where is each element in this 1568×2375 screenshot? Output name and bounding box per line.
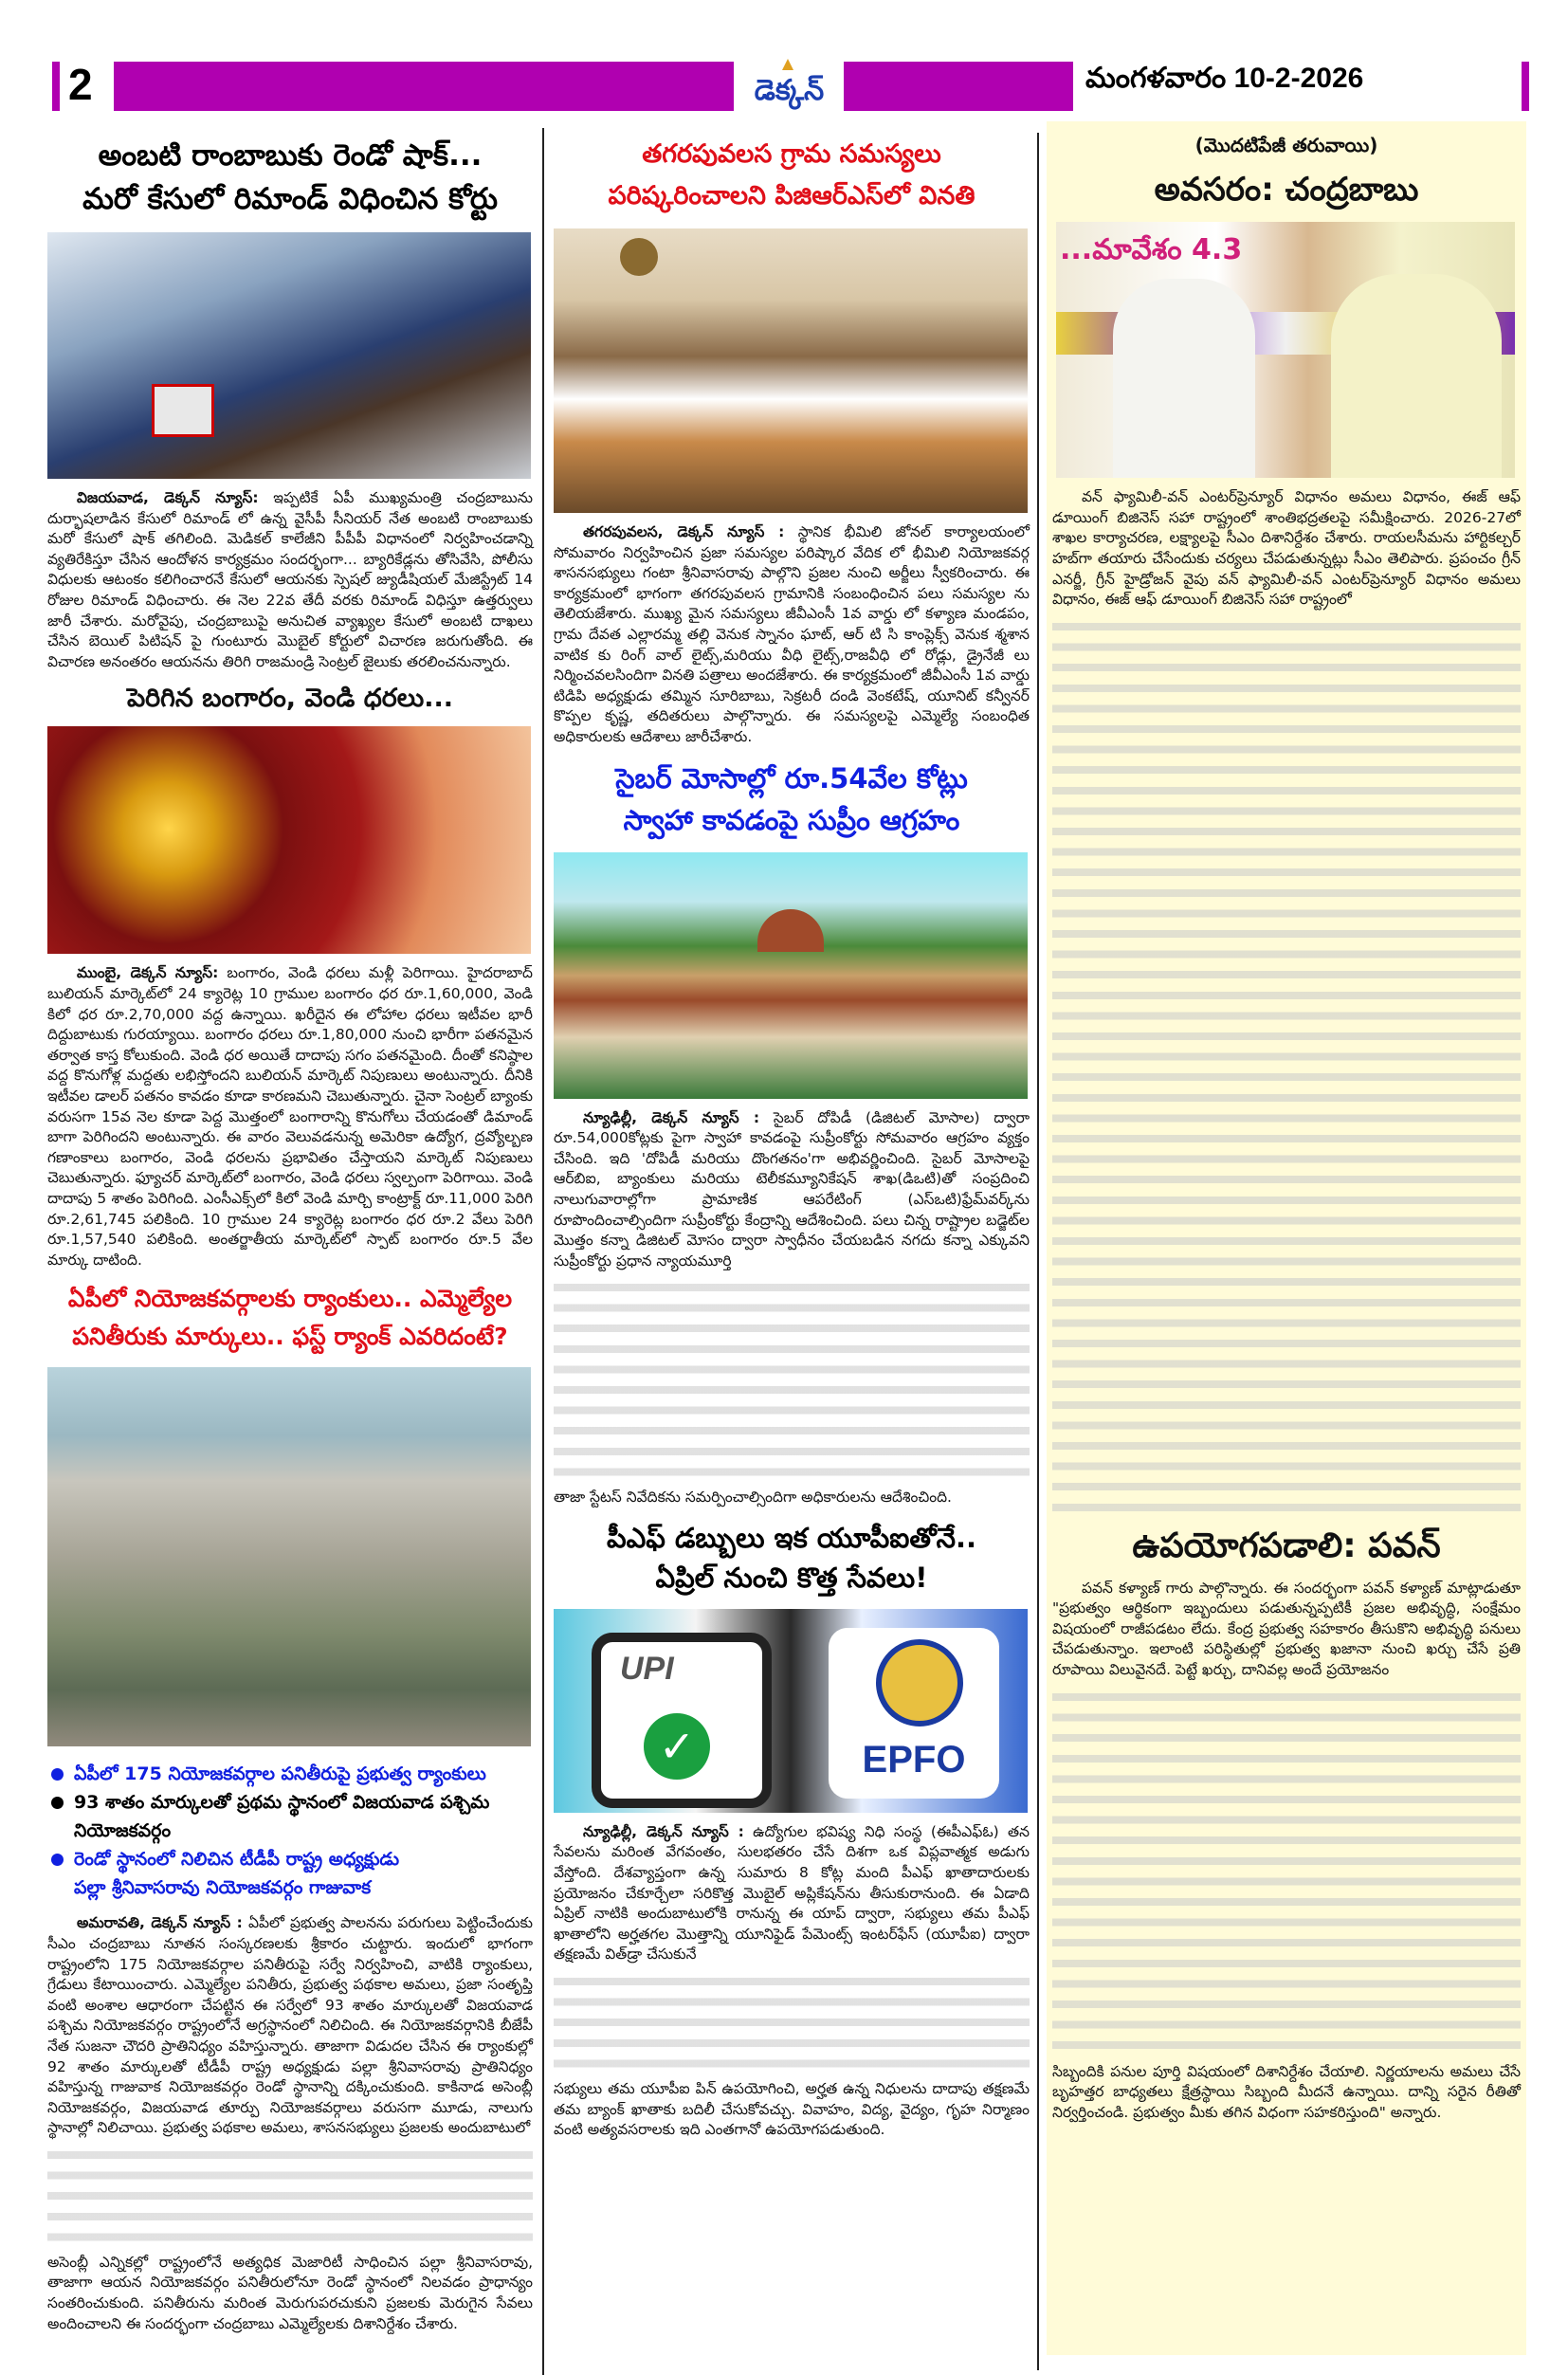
article-body: ఇప్పటికే ఏపీ ముఖ్యమంత్రి చంద్రబాబును దుర్భాషలాడిన కేసులో రిమాండ్ లో ఉన్న వైసీపీ సీనియర్ నేత అంబటి రాంబాబుకు మరో కేసులో షాక్ తగిలింది. మెడికల్ కాలేజీని పీపీపీ విధానంలో నిర్వహించడాన్ని వ్యతిరేకిస్తూ చేసిన ఆందోళన కార్యక్రమం సందర్భంగా... బ్యారికేడ్లను తోసివేసి, పోలీసు విధులకు ఆటంకం కలిగించారనే కేసులో ఆయనకు స్పెషల్ జ్యుడీషియల్ మేజిస్ట్రేట్ 14 రోజుల రిమాండ్ విధించారు. ఈ నెల 22వ తేదీ వరకు రిమాండ్ విధిస్తూ ఉత్తర్వులు జారీ చేశారు. మరోవైపు, చంద్రబాబుపై అనుచిత వ్యాఖ్యల కేసులో అంబటి దాఖలు చేసిన బెయిల్ పిటిషన్ పై గుంటూరు మొబైల్ కోర్టులో విచారణ జరుగుతోంది. ఈ విచారణ అనంతరం ఆయనను తిరిగి రాజమండ్రి సెంట్రల్ జైలుకు తరలించనున్నారు. bbox=[47, 489, 533, 670]
upi-logo-text: UPI bbox=[620, 1650, 674, 1687]
highlight-item bbox=[47, 1845, 533, 1873]
headline-cyber-fraud bbox=[554, 758, 1030, 841]
highlights-list bbox=[47, 1760, 533, 1902]
article-pf-upi bbox=[554, 1822, 1030, 1965]
column-divider bbox=[542, 128, 544, 2375]
epfo-logo-text: EPFO bbox=[862, 1738, 966, 1781]
photo-supreme-court bbox=[554, 852, 1028, 1099]
article-pawan bbox=[1052, 1579, 1521, 1681]
headline-line: ఏప్రిల్ నుంచి కొత్త సేవలు! bbox=[655, 1561, 928, 1594]
dateline: తగరపువలస, డెక్కన్ న్యూస్ : bbox=[583, 523, 785, 540]
masthead-edge-right bbox=[1522, 62, 1529, 111]
dateline: న్యూఢిల్లీ, డెక్కన్ న్యూస్ : bbox=[583, 1108, 760, 1126]
article-body: అసెంబ్లీ ఎన్నికల్లో రాష్ట్రంలోనే అత్యధిక మెజారిటీ సాధించిన పల్లా శ్రీనివాసరావు, తాజాగా ఆయన నియోజకవర్గం పనితీరులోనూ రెండో స్థానంలో నిలవడం ప్రాధాన్యం సంతరించుకుంది. పనితీరును మరింత మెరుగుపరచుకుని ప్రజలకు మెరుగైన సేవలు అందించాలని ఈ సందర్భంగా చంద్రబాబు ఎమ్మెల్యేలకు దిశానిర్దేశం చేశారు. bbox=[47, 2253, 533, 2332]
article-body: బంగారం, వెండి ధరలు మళ్లీ పెరిగాయి. హైదరాబాద్ బులియన్ మార్కెట్‌లో 24 క్యారెట్ల 10 గ్రాముల బంగారం ధర రూ.1,60,000, వెండి కిలో ధర రూ.2,70,000 వద్ద ఉన్నాయి. ఖరీదైన ఈ లోహాల ధరలు ఇటీవల భారీ దిద్దుబాటుకు గురయ్యాయి. బంగారం ధరలు రూ.1,80,000 నుంచి భారీగా పతనమైన తర్వాత కాస్త కోలుకుంది. వెండి ధర అయితే దాదాపు సగం పతనమైంది. దీంతో కనిష్ఠాల వద్ద కొనుగోళ్ల మద్దతు లభిస్తోందని బులియన్ మార్కెట్ నిపుణులు అంటున్నారు. దీనికి ఇటీవల డాలర్ పతనం కావడం కూడా కారణమని చెబుతున్నారు. చైనా సెంట్రల్ బ్యాంకు వరుసగా 15వ నెల కూడా పెద్ద మొత్తంలో బంగారాన్ని కొనుగోలు చేయడంతో డిమాండ్ బాగా పెరిగిందని అంటున్నారు. ఈ వారం వెలువడనున్న అమెరికా ఉద్యోగ, ద్రవ్యోల్బణ గణాంకాలు బంగారం, వెండి ధరలను ప్రభావితం చేస్తాయని మార్కెట్ నిపుణులు చెబుతున్నారు. ఫ్యూచర్ మార్కెట్‌లో బంగారం, వెండి ధరలు స్వల్పంగా పెరిగాయి. వెండి దాదాపు 5 శాతం పెరిగింది. ఎంసీఎక్స్‌లో కిలో వెండి మార్చి కాంట్రాక్ట్ రూ.11,000 పెరిగి రూ.2,61,745 పలికింది. 10 గ్రాముల 24 క్యారెట్ల బంగారం ధర రూ.2 వేలు పెరిగి రూ.1,57,540 పలికింది. అంతర్జాతీయ మార్కెట్‌లో స్పాట్ బంగారం రూ.5 వేల మార్కు దాటింది. bbox=[47, 964, 533, 1269]
bullet-icon bbox=[51, 1854, 64, 1866]
photo-handshake bbox=[1056, 222, 1515, 478]
article-continued-text bbox=[1052, 1687, 1521, 2056]
headline-gold: పెరిగిన బంగారం, వెండి ధరలు... bbox=[126, 684, 454, 714]
article-ambati bbox=[47, 488, 533, 672]
article-body: ఏపీలో ప్రభుత్వ పాలనను పరుగులు పెట్టించేందుకు సీఎం చంద్రబాబు నూతన సంస్కరణలకు శ్రీకారం చుట్టారు. ఇందులో భాగంగా రాష్ట్రంలోని 175 నియోజకవర్గాల పనితీరుపై సర్వే నిర్వహించి, వాటికి ర్యాంకులు, గ్రేడులు కేటాయించారు. ఎమ్మెల్యేల పనితీరు, ప్రభుత్వ పథకాల అమలు, ప్రజా సంతృప్తి వంటి అంశాల ఆధారంగా చేపట్టిన ఈ సర్వేలో 93 శాతం మార్కులతో విజయవాడ పశ్చిమ నియోజకవర్గం రాష్ట్రంలోనే అగ్రస్థానంలో నిలిచింది. ఈ నియోజకవర్గానికి బీజేపీ నేత సుజనా చౌదరి ప్రాతినిధ్యం వహిస్తున్నారు. తాజాగా విడుదల చేసిన ఈ ర్యాంకుల్లో 92 శాతం మార్కులతో టీడీపీ రాష్ట్ర అధ్యక్షుడు పల్లా శ్రీనివాసరావు ప్రాతినిధ్యం వహిస్తున్న గాజువాక నియోజకవర్గం రెండో స్థానాన్ని దక్కించుకుంది. కాకినాడ అసెంబ్లీ నియోజకవర్గం, విజయవాడ తూర్పు నియోజకవర్గాలు వరుసగా మూడు, నాలుగు స్థానాల్లో నిలిచాయి. ప్రభుత్వ పథకాల అమలు, శాసనసభ్యులు ప్రజలకు అందుబాటులో bbox=[47, 1914, 533, 2137]
article-continued-text bbox=[47, 2145, 533, 2247]
highlight-text: పల్లా శ్రీనివాసరావు నియోజకవర్గం గాజువాక bbox=[74, 1877, 372, 1899]
issue-date: మంగళవారం 10-2-2026 bbox=[1085, 63, 1364, 94]
photo-grievance-meeting bbox=[554, 228, 1028, 513]
headline-line: స్వాహా కావడంపై సుప్రీం ఆగ్రహం bbox=[623, 803, 960, 836]
left-column bbox=[47, 128, 533, 2338]
continued-label: (మొదటిపేజీ తరువాయి) bbox=[1194, 134, 1378, 156]
article-body: వన్ ఫ్యామిలీ-వన్ ఎంటర్‌ప్రెన్యూర్ విధానం అమలు విధానం, ఈజ్ ఆఫ్ డూయింగ్ బిజినెస్ సహా రాష్ట్రంలో శాంతిభద్రతలపై సమీక్షించారు. 2026-27లో శాఖల కార్యాచరణ, లక్ష్యాలపై సీఎం దిశానిర్దేశం చేశారు. రాయలసీమను హార్టికల్చర్ హబ్‌గా తయారు చేసేందుకు చర్యలు చేపడుతున్నట్లు సీఎం తెలిపారు. ప్రపంచం గ్రీన్ ఎనర్జీ, గ్రీన్ హైడ్రోజన్ వైపు వన్ ఫ్యామిలీ-వన్ ఎంటర్‌ప్రెన్యూర్ విధానం అమలు విధానం, ఈజ్ ఆఫ్ డూయింగ్ బిజినెస్ సహా రాష్ట్రంలో bbox=[1052, 488, 1521, 609]
headline-line: మరో కేసులో రిమాండ్ విధించిన కోర్టు bbox=[82, 182, 498, 216]
bullet-icon bbox=[51, 1797, 64, 1809]
article-body: సభ్యులు తమ యూపీఐ పిన్ ఉపయోగించి, అర్హత ఉన్న నిధులను దాదాపు తక్షణమే తమ బ్యాంక్ ఖాతాకు బదిలీ చేసుకోవచ్చు. వివాహం, విద్య, వైద్యం, గృహ నిర్మాణం వంటి అత్యవసరాలకు ఇది ఎంతగానో ఉపయోగపడుతుంది. bbox=[554, 2080, 1030, 2139]
dateline: విజయవాడ, డెక్కన్ న్యూస్: bbox=[77, 489, 259, 506]
highlight-text: 93 శాతం మార్కులతో ప్రథమ స్థానంలో విజయవాడ పశ్చిమ నియోజకవర్గం bbox=[74, 1792, 490, 1842]
dateline: ముంబై, డెక్కన్ న్యూస్: bbox=[77, 964, 219, 982]
headline-chandrababu: అవసరం: చంద్రబాబు bbox=[1154, 171, 1419, 209]
article-body: పవన్ కళ్యాణ్ గారు పాల్గొన్నారు. ఈ సందర్భంగా పవన్ కళ్యాణ్ మాట్లాడుతూ "ప్రభుత్వం ఆర్థికంగా ఇబ్బందులు పడుతున్నప్పటికీ ప్రజల అభివృద్ధి, సంక్షేమం విషయంలో రాజీపడటం లేదు. కేంద్ర ప్రభుత్వ సహకారం తీసుకొని అభివృద్ధి పనులు చేపడుతున్నాం. ఇలాంటి పరిస్థితుల్లో ప్రభుత్వ ఖజానా నుంచి ఖర్చు చేసే ప్రతి రూపాయి విలువైనదే. పెట్టే ఖర్చు, దానివల్ల అందే ప్రయోజనం bbox=[1052, 1579, 1521, 1678]
article-body: సైబర్ దోపిడీ (డిజిటల్ మోసాల) ద్వారా రూ.54,000కోట్లకు పైగా స్వాహా కావడంపై సుప్రీంకోర్టు సోమవారం ఆగ్రహం వ్యక్తం చేసింది. ఇది 'దోపిడీ మరియు దొంగతనం'గా అభివర్ణించింది. సైబర్ మోసాలపై ఆర్‌బిఐ, బ్యాంకులు మరియు టెలీకమ్యూనికేషన్ శాఖ(డిఒటి)తో సంప్రదించి నాలుగువారాల్లోగా ప్రామాణిక ఆపరేటింగ్ (ఎస్ఒటి)ఫ్రేమ్‌వర్క్‌ను రూపొందించాల్సిందిగా సుప్రీంకోర్టు కేంద్రాన్ని ఆదేశించింది. పలు చిన్న రాష్ట్రాల బడ్జెట్‌ల మొత్తం కన్నా డిజిటల్ మోసం ద్వారా స్వాధీనం చేయబడిన నగదు కన్నా ఎక్కువని సుప్రీంకోర్టు ప్రధాన న్యాయమూర్తి bbox=[554, 1108, 1030, 1270]
dateline: అమరావతి, డెక్కన్ న్యూస్ : bbox=[77, 1914, 243, 1932]
article-tagarapuvalasa bbox=[554, 522, 1030, 748]
article-gold bbox=[47, 963, 533, 1270]
masthead-edge-left bbox=[52, 62, 60, 111]
person-left bbox=[1113, 279, 1255, 478]
highlight-item bbox=[47, 1873, 533, 1902]
headline-line: పీఎఫ్ డబ్బులు ఇక యూపీఐతోనే.. bbox=[606, 1521, 977, 1554]
highlight-item bbox=[47, 1760, 533, 1788]
article-body: తాజా స్టేటస్ నివేదికను సమర్పించాల్సిందిగా అధికారులను ఆదేశించింది. bbox=[554, 1489, 952, 1507]
headline-pf-upi bbox=[554, 1518, 1030, 1598]
bullet-icon bbox=[51, 1768, 64, 1781]
photo-sign bbox=[152, 384, 214, 437]
newspaper-logo bbox=[735, 59, 844, 114]
article-body: స్థానిక భీమిలి జోనల్ కార్యాలయంలో సోమవారం నిర్వహించిన ప్రజా సమస్యల పరిష్కార వేదిక లో భీమిలి నియోజకవర్గ శాసనసభ్యులు గంటా శ్రీనివాసరావు పాల్గొని ప్రజల నుంచి అర్జీలు స్వీకరించారు. ఈ కార్యక్రమంలో భాగంగా తగరపువలస గ్రామానికి సంబంధించిన పలు సమస్యల ను తెలియజేశారు. ముఖ్య మైన సమస్యలు జీవీఎంసీ 1వ వార్డు లో కళ్యాణ మండపం, గ్రామ దేవత ఎల్లారమ్మ తల్లి వెనుక స్నానం ఘాట్, ఆర్ టి సి కాంప్లెక్స్ వెనుక శ్మశాన వాటిక కు రింగ్ వాల్ లైట్స్,మరియు వీధి లైట్స్,రాజవీధి లో రోడ్లు, డ్రైనేజీ లు నిర్మించవలసిందిగా వినతి పత్రాలు అందజేశారు. ఈ కార్యక్రమంలో జీవీఎంసీ 1వ వార్డు టిడిపి అధ్యక్షుడు తమ్మిన సూరిబాబు, సెక్రటరీ దండి వెంకటేష్, యూనిట్ కన్వీనర్ కొప్పల కృష్ణ, తదితరులు పాల్గొన్నారు. ఈ సమస్యలపై ఎమ్మెల్యే సంబంధిత అధికారులకు ఆదేశాలు జారీచేశారు. bbox=[554, 523, 1030, 745]
logo-text: డెక్కన్ bbox=[754, 75, 825, 106]
photo-city-aerial bbox=[47, 1367, 531, 1746]
article-body: ఉద్యోగుల భవిష్య నిధి సంస్థ (ఈపీఎఫ్ఓ) తన సేవలను మరింత వేగవంతం, సులభతరం చేసే దిశగా ఒక విప్లవాత్మక అడుగు వేస్తోంది. దేశవ్యాప్తంగా ఉన్న సుమారు 8 కోట్ల మంది పీఎఫ్ ఖాతాదారులకు ప్రయోజనం చేకూర్చేలా సరికొత్త మొబైల్ అప్లికేషన్‌ను తీసుకురానుంది. ఈ ఏడాది ఏప్రిల్ నాటికి అందుబాటులోకి రానున్న ఈ యాప్ ద్వారా, సభ్యులు తమ పీఎఫ్ ఖాతాలోని అర్హతగల మొత్తాన్ని యూనిఫైడ్ పేమెంట్స్ ఇంటర్‌ఫేస్ (యూపీఐ) ద్వారా తక్షణమే విత్‌డ్రా చేసుకునే bbox=[554, 1822, 1030, 1964]
emblem-icon bbox=[620, 238, 658, 276]
headline-line: తగరపువలస గ్రామ సమస్యలు bbox=[642, 139, 941, 169]
person-right bbox=[1331, 274, 1502, 478]
article-continued-text bbox=[554, 1971, 1030, 2074]
headline-line: అంబటి రాంబాబుకు రెండో షాక్... bbox=[98, 138, 483, 173]
headline-tagarapuvalasa bbox=[554, 134, 1030, 217]
headline-line: పనితీరుకు మార్కులు.. ఫస్ట్ ర్యాంక్ ఎవరిదంటే? bbox=[72, 1323, 508, 1351]
middle-column bbox=[554, 128, 1030, 2145]
article-constituency-ranks bbox=[47, 1913, 533, 2139]
article-pf-ending bbox=[554, 2079, 1030, 2141]
photo-police-van bbox=[47, 232, 531, 479]
page-number: 2 bbox=[68, 60, 93, 109]
highlight-text: రెండో స్థానంలో నిలిచిన టీడీపీ రాష్ట్ర అధ్యక్షుడు bbox=[74, 1849, 400, 1871]
article-continued-text bbox=[1052, 616, 1521, 1517]
column-divider bbox=[1037, 133, 1039, 2370]
dome-shape bbox=[757, 909, 824, 952]
dateline: న్యూఢిల్లీ, డెక్కన్ న్యూస్ : bbox=[583, 1822, 744, 1840]
photo-gold-jewellery bbox=[47, 726, 531, 954]
headline-line: పరిష్కరించాలని పిజిఆర్ఎస్‌లో వినతి bbox=[608, 181, 975, 210]
photo-upi-epfo bbox=[554, 1609, 1028, 1813]
masthead-bar-left bbox=[114, 62, 734, 111]
headline-ambati bbox=[47, 134, 533, 221]
epfo-emblem-icon bbox=[876, 1639, 963, 1726]
article-pawan-ending bbox=[1052, 2062, 1521, 2124]
article-body: సిబ్బందికి పనుల పూర్తి విషయంలో దిశానిర్దేశం చేయాలి. నిర్ణయాలను అమలు చేసే బృహత్తర బాధ్యతలు క్షేత్రస్థాయి సిబ్బంది మీదనే ఉన్నాయి. దాన్ని సరైన రీతితో నిర్వర్తించండి. ప్రభుత్వం మీకు తగిన విధంగా సహకరిస్తుంది" అన్నారు. bbox=[1052, 2062, 1521, 2121]
photo-banner-text: ...మావేశం 4.3 bbox=[1060, 233, 1243, 267]
article-cyber-fraud bbox=[554, 1108, 1030, 1272]
highlight-text: ఏపీలో 175 నియోజకవర్గాల పనితీరుపై ప్రభుత్వ ర్యాంకులు bbox=[74, 1763, 486, 1785]
masthead-bar-right bbox=[844, 62, 1073, 111]
right-column-box bbox=[1047, 121, 1526, 2355]
headline-line: ఏపీలో నియోజకవర్గాలకు ర్యాంకులు.. ఎమ్మెల్యేల bbox=[67, 1285, 513, 1313]
headline-constituency-ranks bbox=[47, 1280, 533, 1356]
epfo-card bbox=[829, 1628, 999, 1799]
headline-line: సైబర్ మోసాల్లో రూ.54వేల కోట్లు bbox=[615, 761, 968, 795]
headline-pawan: ఉపయోగపడాలి: పవన్ bbox=[1132, 1525, 1441, 1565]
article-constituency-ending bbox=[47, 2253, 533, 2334]
logo-flag-icon bbox=[782, 59, 793, 70]
phone-shape bbox=[592, 1633, 772, 1808]
article-chandrababu bbox=[1052, 487, 1521, 611]
article-cyber-ending bbox=[554, 1488, 1030, 1508]
checkmark-icon: ✓ bbox=[644, 1713, 710, 1780]
highlight-item bbox=[47, 1788, 533, 1845]
article-continued-text bbox=[554, 1277, 1030, 1482]
